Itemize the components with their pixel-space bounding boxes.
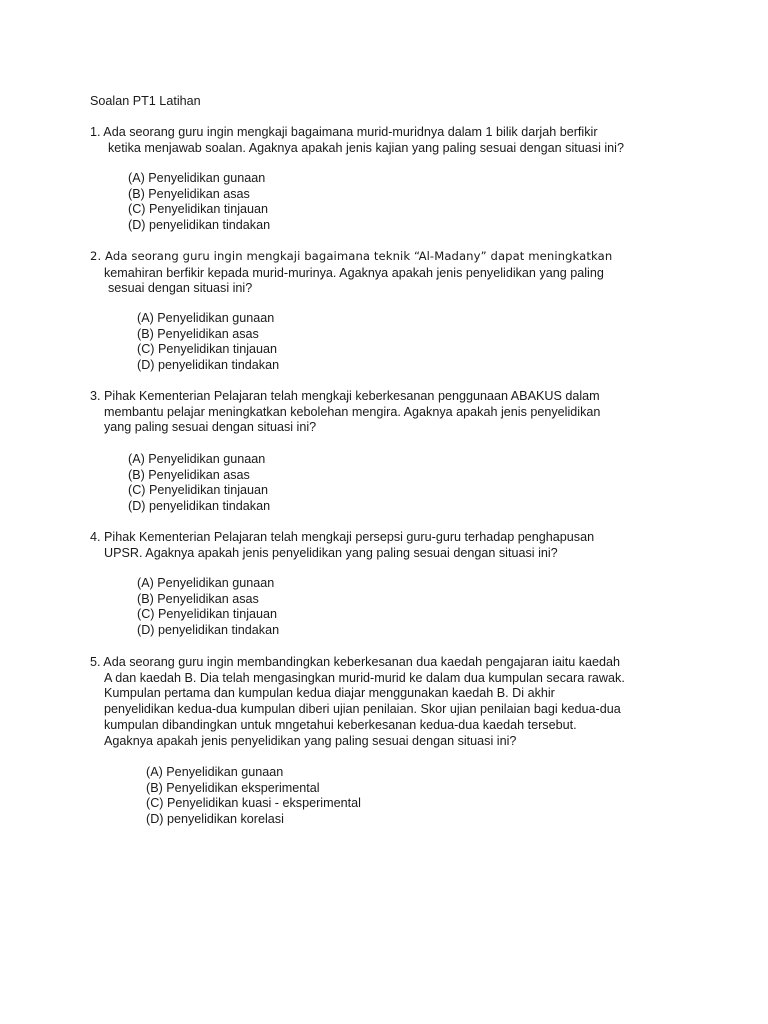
question-3-option-c: (C) Penyelidikan tinjauan xyxy=(128,483,269,498)
page-title: Soalan PT1 Latihan xyxy=(90,94,201,108)
question-1-option-b: (B) Penyelidikan asas xyxy=(128,186,250,201)
question-1-options xyxy=(128,171,270,234)
question-4-option-c: (C) Penyelidikan tinjauan xyxy=(137,607,278,622)
question-3-line-3: yang paling sesuai dengan situasi ini? xyxy=(104,420,317,435)
question-1-line-1: 1. Ada seorang guru ingin mengkaji bagaimana murid-muridnya dalam 1 bilik darjah berfikir xyxy=(90,125,598,139)
question-4-line-2: UPSR. Agaknya apakah jenis penyelidikan yang paling sesuai dengan situasi ini? xyxy=(104,545,558,560)
question-5-option-c: (C) Penyelidikan kuasi - eksperimental xyxy=(146,796,361,811)
question-2-line-2: kemahiran berfikir kepada murid-murinya. Agaknya apakah jenis penyelidikan yang paling xyxy=(104,265,604,280)
question-5-line-5: kumpulan dibandingkan untuk mngetahui keberkesanan kedua-dua kaedah tersebut. xyxy=(104,717,577,732)
question-1-line-2: ketika menjawab soalan. Agaknya apakah jenis kajian yang paling sesuai dengan situasi ini? xyxy=(108,140,624,155)
question-5-line-4: penyelidikan kedua-dua kumpulan diberi ujian penilaian. Skor ujian penilaian bagi kedua-dua xyxy=(104,702,621,717)
question-4-line-1: 4. Pihak Kementerian Pelajaran telah mengkaji persepsi guru-guru terhadap penghapusan xyxy=(90,530,595,544)
question-2-options xyxy=(137,311,279,374)
question-4 xyxy=(90,530,594,561)
question-5 xyxy=(90,655,625,749)
question-1-option-c: (C) Penyelidikan tinjauan xyxy=(128,202,269,217)
question-3-option-b: (B) Penyelidikan asas xyxy=(128,467,250,482)
question-4-options xyxy=(137,576,279,639)
question-3 xyxy=(90,389,600,436)
question-5-option-a: (A) Penyelidikan gunaan xyxy=(146,765,284,779)
question-2-line-3: sesuai dengan situasi ini? xyxy=(108,281,253,296)
question-4-option-d: (D) penyelidikan tindakan xyxy=(137,623,280,638)
question-5-line-1: 5. Ada seorang guru ingin membandingkan keberkesanan dua kaedah pengajaran iaitu kaedah xyxy=(90,655,621,669)
question-5-option-b: (B) Penyelidikan eksperimental xyxy=(146,780,320,795)
question-5-line-2: A dan kaedah B. Dia telah mengasingkan murid-murid ke dalam dua kumpulan secara rawak. xyxy=(104,670,625,685)
question-1 xyxy=(90,125,624,156)
question-5-option-d: (D) penyelidikan korelasi xyxy=(146,812,284,827)
question-2-option-c: (C) Penyelidikan tinjauan xyxy=(137,342,278,357)
question-2-option-d: (D) penyelidikan tindakan xyxy=(137,358,280,373)
question-3-line-2: membantu pelajar meningkatkan kebolehan mengira. Agaknya apakah jenis penyelidikan xyxy=(104,404,601,419)
question-3-options xyxy=(128,452,270,515)
question-2-option-a: (A) Penyelidikan gunaan xyxy=(137,311,275,325)
question-4-option-b: (B) Penyelidikan asas xyxy=(137,591,259,606)
question-2 xyxy=(90,249,612,297)
question-3-option-a: (A) Penyelidikan gunaan xyxy=(128,452,266,466)
question-5-line-6: Agaknya apakah jenis penyelidikan yang paling sesuai dengan situasi ini? xyxy=(104,733,517,748)
question-3-line-1: 3. Pihak Kementerian Pelajaran telah mengkaji keberkesanan penggunaan ABAKUS dalam xyxy=(90,389,600,403)
question-4-option-a: (A) Penyelidikan gunaan xyxy=(137,576,275,590)
question-3-option-d: (D) penyelidikan tindakan xyxy=(128,499,271,514)
question-5-options xyxy=(146,765,361,828)
question-5-line-3: Kumpulan pertama dan kumpulan kedua diajar menggunakan kaedah B. Di akhir xyxy=(104,686,555,701)
question-2-option-b: (B) Penyelidikan asas xyxy=(137,326,259,341)
question-1-option-d: (D) penyelidikan tindakan xyxy=(128,218,271,233)
question-2-line-1: 2. Ada seorang guru ingin mengkaji bagaimana teknik “Al-Madany” dapat meningkatkan xyxy=(90,249,613,263)
question-1-option-a: (A) Penyelidikan gunaan xyxy=(128,171,266,185)
